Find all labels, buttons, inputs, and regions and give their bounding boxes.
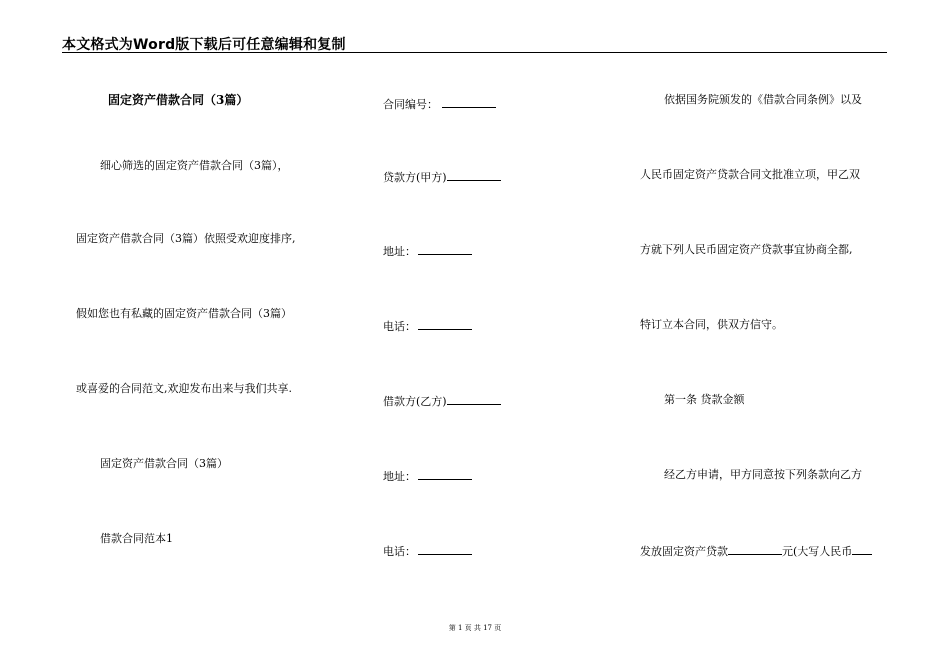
article-one-heading: 第一条 贷款金额 bbox=[664, 393, 745, 406]
lender-phone-field bbox=[383, 318, 472, 334]
lender-address-label: 地址： bbox=[383, 245, 416, 258]
intro-line-2: 固定资产借款合同（3篇）依照受欢迎度排序, bbox=[76, 232, 296, 245]
intro-line-1: 细心筛选的固定资产借款合同（3篇）， bbox=[100, 159, 289, 172]
lender-address-field bbox=[383, 243, 472, 259]
loan-amount-label: 发放固定资产贷款 bbox=[640, 545, 728, 558]
borrower-blank bbox=[447, 393, 501, 405]
intro-line-4: 或喜爱的合同范文,欢迎发布出来与我们共享. bbox=[76, 382, 292, 395]
lender-phone-blank bbox=[418, 318, 472, 330]
loan-amount-uppercase-label: 元(大写人民币 bbox=[782, 545, 853, 558]
borrower-phone-field bbox=[383, 543, 472, 559]
sample-heading: 借款合同范本1 bbox=[100, 532, 173, 545]
body-line-4: 特订立本合同，供双方信守。 bbox=[640, 318, 783, 331]
body-line-2: 人民币固定资产贷款合同文批准立项，甲乙双 bbox=[640, 168, 860, 181]
contract-number-label: 合同编号： bbox=[383, 98, 438, 111]
contract-number-blank bbox=[442, 96, 496, 108]
body-line-6: 经乙方申请，甲方同意按下列条款向乙方 bbox=[664, 468, 862, 481]
page-footer: 第 1 页 共 17 页 bbox=[448, 624, 502, 632]
lender-field bbox=[383, 169, 501, 185]
document-title: 固定资产借款合同（3篇） bbox=[108, 93, 249, 107]
lender-address-blank bbox=[418, 243, 472, 255]
page-header-banner: 本文格式为Word版下载后可任意编辑和复制 bbox=[62, 37, 346, 53]
borrower-field bbox=[383, 393, 501, 409]
borrower-address-label: 地址： bbox=[383, 470, 416, 483]
header-rule bbox=[62, 52, 887, 53]
loan-amount-blank bbox=[728, 543, 782, 555]
subtitle-line: 固定资产借款合同（3篇） bbox=[100, 457, 228, 470]
body-line-3: 方就下列人民币固定资产贷款事宜协商全都, bbox=[640, 243, 853, 256]
borrower-address-field bbox=[383, 468, 472, 484]
borrower-phone-blank bbox=[418, 543, 472, 555]
body-line-1: 依据国务院颁发的《借款合同条例》以及 bbox=[664, 93, 862, 106]
lender-blank bbox=[447, 169, 501, 181]
borrower-label: 借款方(乙方) bbox=[383, 395, 447, 408]
contract-number-field bbox=[383, 96, 496, 112]
borrower-address-blank bbox=[418, 468, 472, 480]
borrower-phone-label: 电话： bbox=[383, 545, 416, 558]
loan-amount-line bbox=[640, 543, 872, 559]
intro-line-3: 假如您也有私藏的固定资产借款合同（3篇） bbox=[76, 307, 292, 320]
loan-amount-uppercase-blank bbox=[852, 543, 872, 555]
lender-phone-label: 电话： bbox=[383, 320, 416, 333]
lender-label: 贷款方(甲方) bbox=[383, 171, 447, 184]
